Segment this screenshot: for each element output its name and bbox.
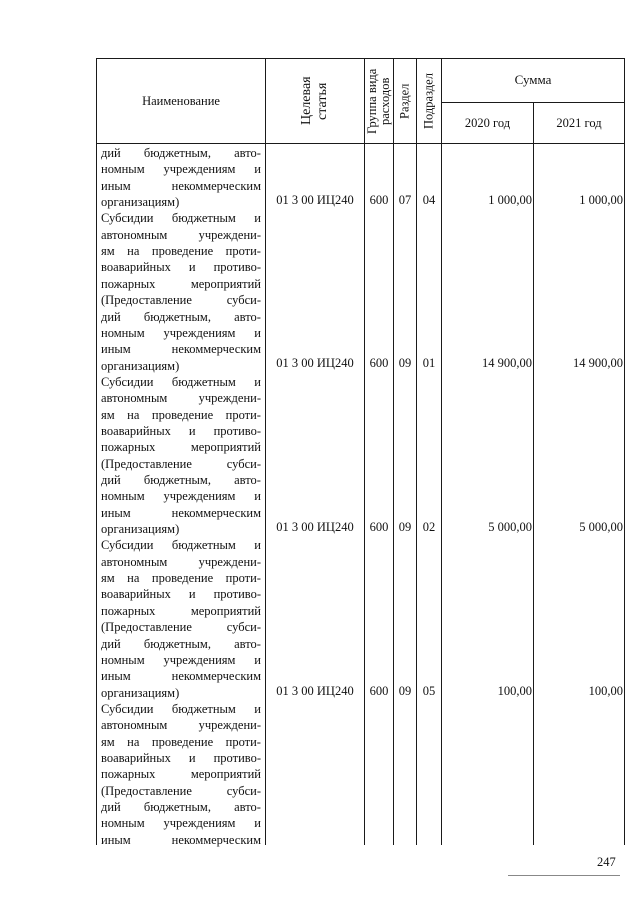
name-line [101,537,261,553]
header-bottom-border [96,143,624,144]
cell-section: 07 [398,193,412,207]
name-line [101,456,261,472]
cell-section: 09 [398,356,412,370]
name-line [101,325,261,341]
name-line [101,636,261,652]
name-word: дий [101,146,121,160]
name-line [101,194,261,210]
name-line [101,439,261,455]
name-word: бюджетным, [143,800,211,814]
name-line [101,407,261,423]
name-line [101,619,261,635]
name-line [101,292,261,308]
col-divider-years [533,102,534,845]
name-word: автономным [101,227,168,242]
cell-sum-2021: 100,00 [588,684,623,698]
name-word: и [254,211,261,226]
name-word: и [254,701,261,716]
name-word: противо- [213,423,261,438]
name-word: (Предоставление [101,783,192,798]
name-word: организациям) [101,522,180,537]
name-word: некоммерческим [171,669,261,684]
cell-section: 09 [398,684,412,698]
name-word: учреждениям [163,162,236,177]
name-line [101,815,261,831]
name-word: номным [101,816,145,831]
name-word: организациям) [101,195,180,210]
name-word: мероприятий [190,440,261,455]
name-word: (Предоставление [101,293,192,308]
name-word: организациям) [101,358,180,373]
name-line [101,783,261,799]
name-word: на [127,407,140,422]
name-word: авто- [234,309,261,324]
name-word: (Предоставление [101,620,192,635]
name-line [101,210,261,226]
name-line [101,178,261,194]
name-word: воаварийных [101,423,171,438]
name-word: номным [101,489,145,504]
cell-target-article: 01 3 00 ИЦ240 [276,193,354,207]
name-word: дий [101,800,121,814]
name-word: пожарных [101,603,156,618]
header-section: Раздел [397,83,412,119]
table-top-border [96,58,624,59]
name-word: и [188,587,196,602]
name-word: пожарных [101,276,156,291]
name-word: и [188,750,196,765]
name-word: и [254,652,261,667]
name-word: бюджетным [171,374,236,389]
name-word: противо- [213,750,261,765]
name-word: бюджетным, [143,309,211,324]
name-word: учреждениям [163,325,236,340]
col-divider-group [393,58,394,845]
name-word: дий [101,636,121,651]
name-word: бюджетным [171,701,236,716]
cell-sum-2021: 5 000,00 [579,520,623,534]
name-word: учреждениям [163,816,236,831]
name-word: субси- [226,293,261,308]
name-word: ям [101,734,115,749]
table-right-border [624,58,625,845]
name-word: иным [101,669,131,684]
name-word: авто- [234,800,261,814]
cell-sum-2020: 1 000,00 [488,193,532,207]
name-line [101,374,261,390]
name-word: учреждени- [198,554,261,569]
name-line [101,259,261,275]
col-divider-subsection [441,58,442,845]
name-word: учреждениям [163,489,236,504]
page-number: 247 [597,855,616,869]
name-word: пожарных [101,440,156,455]
name-line [101,521,261,537]
name-line [101,309,261,325]
name-line [101,145,261,161]
header-year-2020: 2020 год [464,116,511,130]
name-word: учреждени- [198,718,261,733]
cell-expense-group: 600 [369,356,389,370]
header-target-article: Целевая статья [299,76,330,126]
name-word: проведение [151,571,214,586]
name-line [101,685,261,701]
name-word: учреждениям [163,652,236,667]
name-word: (Предоставление [101,456,192,471]
name-word: проти- [225,407,261,422]
name-word: учреждени- [198,391,261,406]
name-word: бюджетным, [143,146,211,160]
col-divider-section [416,58,417,845]
name-word: воаварийных [101,587,171,602]
name-word: субси- [226,620,261,635]
name-word: и [254,374,261,389]
name-word: некоммерческим [171,832,261,847]
name-line [101,734,261,750]
name-word: ям [101,407,115,422]
name-line [101,570,261,586]
name-line [101,472,261,488]
header-expense-group: Группа вида расходов [365,68,392,134]
cell-expense-group: 600 [369,684,389,698]
cell-sum-2020: 100,00 [497,684,532,698]
name-word: иным [101,505,131,520]
name-word: номным [101,325,145,340]
name-word: воаварийных [101,260,171,275]
name-word: и [254,325,261,340]
name-word: субси- [226,783,261,798]
name-line [101,750,261,766]
name-word: и [188,260,196,275]
name-word: пожарных [101,767,156,782]
name-word: авто- [234,473,261,487]
name-word: противо- [213,587,261,602]
name-line [101,276,261,292]
name-line [101,668,261,684]
name-word: Субсидии [101,211,154,226]
cell-expense-group: 600 [369,520,389,534]
cell-section: 09 [398,520,412,534]
name-line [101,227,261,243]
cell-target-article: 01 3 00 ИЦ240 [276,520,354,534]
table-left-border [96,58,97,845]
name-line [101,586,261,602]
name-line [101,505,261,521]
cell-subsection: 02 [422,520,436,534]
name-word: субси- [226,456,261,471]
name-word: проведение [151,407,214,422]
cell-sum-2021: 14 900,00 [573,356,623,370]
header-subsection: Подраздел [421,73,436,129]
cell-sum-2020: 5 000,00 [488,520,532,534]
header-name: Наименование [142,94,220,108]
name-word: некоммерческим [171,505,261,520]
name-line [101,652,261,668]
name-word: и [254,538,261,553]
name-word: проти- [225,734,261,749]
name-line [101,341,261,357]
name-word: организациям) [101,685,180,700]
name-word: иным [101,832,131,847]
name-word: иным [101,178,131,193]
cell-sum-2020: 14 900,00 [482,356,532,370]
name-word: и [254,489,261,504]
name-word: авто- [234,146,261,160]
name-line [101,554,261,570]
name-word: автономным [101,554,168,569]
cell-target-article: 01 3 00 ИЦ240 [276,356,354,370]
name-word: номным [101,652,145,667]
name-word: бюджетным, [143,636,211,651]
name-line [101,390,261,406]
name-word: и [254,816,261,831]
name-word: бюджетным [171,211,236,226]
name-word: воаварийных [101,750,171,765]
name-word: мероприятий [190,603,261,618]
name-word: учреждени- [198,227,261,242]
name-word: противо- [213,260,261,275]
name-word: и [254,162,261,177]
name-word: автономным [101,391,168,406]
name-word: ям [101,244,115,259]
name-word: некоммерческим [171,178,261,193]
name-word: дий [101,309,121,324]
name-word: мероприятий [190,767,261,782]
name-line [101,832,261,848]
header-year-2021: 2021 год [556,116,602,130]
name-line [101,243,261,259]
name-word: Субсидии [101,701,154,716]
cell-target-article: 01 3 00 ИЦ240 [276,684,354,698]
name-word: автономным [101,718,168,733]
name-word: дий [101,473,121,487]
name-word: на [127,571,140,586]
col-divider-target [364,58,365,845]
name-line [101,717,261,733]
name-line [101,161,261,177]
name-word: некоммерческим [171,342,261,357]
name-line [101,488,261,504]
name-word: и [188,423,196,438]
name-word: на [127,734,140,749]
name-word: проти- [225,244,261,259]
name-line [101,799,261,815]
name-word: проведение [151,734,214,749]
name-word: иным [101,342,131,357]
name-word: на [127,244,140,259]
name-word: авто- [234,636,261,651]
name-word: проведение [151,244,214,259]
name-line [101,603,261,619]
cell-subsection: 01 [422,356,436,370]
name-word: бюджетным [171,538,236,553]
name-word: номным [101,162,145,177]
name-line [101,423,261,439]
name-word: Субсидии [101,538,154,553]
cell-sum-2021: 1 000,00 [579,193,623,207]
cell-expense-group: 600 [369,193,389,207]
name-word: Субсидии [101,374,154,389]
name-word: ям [101,571,115,586]
name-line [101,358,261,374]
cell-subsection: 05 [422,684,436,698]
name-word: проти- [225,571,261,586]
name-line [101,766,261,782]
footer-rule [508,875,620,876]
name-word: бюджетным, [143,473,211,487]
name-word: мероприятий [190,276,261,291]
col-divider-name [265,58,266,845]
header-sum: Сумма [514,72,552,87]
name-line [101,701,261,717]
cell-subsection: 04 [422,193,436,207]
